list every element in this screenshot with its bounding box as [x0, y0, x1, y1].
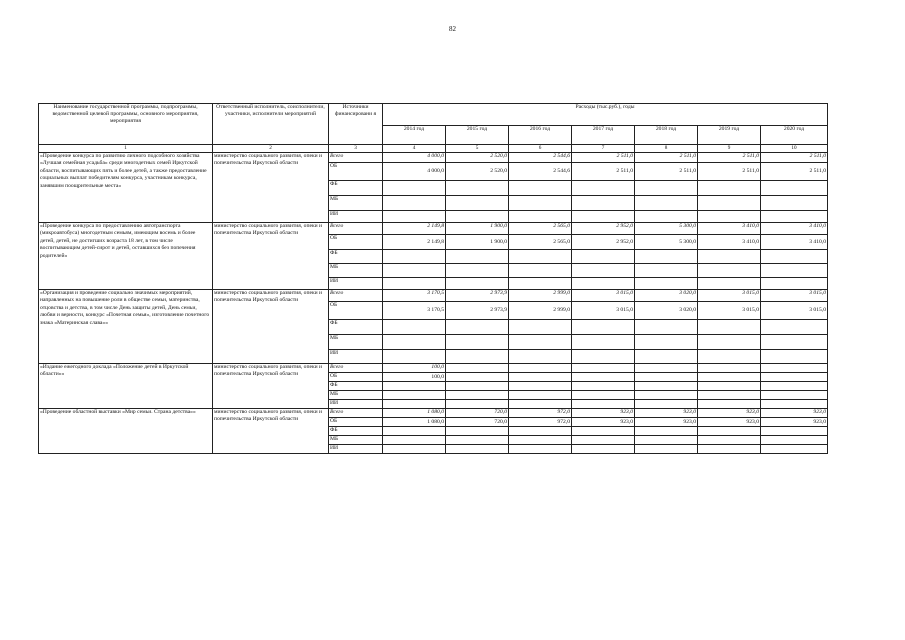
- amount-cell: 923,0: [698, 418, 761, 427]
- amount-cell: [446, 335, 509, 350]
- amount-cell: [383, 320, 446, 335]
- amount-cell: [698, 211, 761, 223]
- amount-cell: 3 170,5: [383, 290, 446, 302]
- amount-cell: 2 511,0: [635, 163, 698, 181]
- amount-cell: [635, 373, 698, 382]
- amount-cell: [572, 211, 635, 223]
- amount-cell: [509, 320, 572, 335]
- amount-cell: [761, 181, 828, 196]
- funding-source: ОБ: [329, 302, 383, 320]
- amount-cell: 3 015,0: [572, 302, 635, 320]
- header-name: Наименование государственной программы, подпрограммы, ведомственной целевой программы, основного мероприятия, мероприятия: [39, 104, 213, 145]
- amount-cell: 2 520,0: [446, 153, 509, 163]
- amount-cell: [446, 211, 509, 223]
- header-year: 2014 год: [383, 126, 446, 145]
- amount-cell: [761, 436, 828, 445]
- column-number: 2: [213, 145, 329, 153]
- funding-source: МБ: [329, 436, 383, 445]
- amount-cell: 100,0: [383, 373, 446, 382]
- funding-source: ФБ: [329, 320, 383, 335]
- funding-source: МБ: [329, 264, 383, 278]
- amount-cell: [509, 373, 572, 382]
- column-number: 9: [698, 145, 761, 153]
- amount-cell: [572, 373, 635, 382]
- header-year: 2017 год: [572, 126, 635, 145]
- amount-cell: 720,0: [446, 418, 509, 427]
- amount-cell: [572, 320, 635, 335]
- column-number: 5: [446, 145, 509, 153]
- amount-cell: 2 973,9: [446, 290, 509, 302]
- amount-cell: 2 544,6: [509, 163, 572, 181]
- amount-cell: [761, 382, 828, 391]
- amount-cell: [698, 181, 761, 196]
- amount-cell: [446, 320, 509, 335]
- funding-source: Всего: [329, 153, 383, 163]
- amount-cell: [761, 391, 828, 400]
- amount-cell: [446, 391, 509, 400]
- amount-cell: [761, 364, 828, 373]
- activity-executor: министерство социального развития, опеки и попечительства Иркутской области: [213, 153, 329, 223]
- amount-cell: [572, 400, 635, 409]
- amount-cell: [446, 264, 509, 278]
- funding-source: ИИ: [329, 400, 383, 409]
- amount-cell: [572, 196, 635, 211]
- amount-cell: 3 020,0: [635, 302, 698, 320]
- amount-cell: [383, 335, 446, 350]
- amount-cell: [572, 278, 635, 290]
- amount-cell: 2 511,0: [698, 153, 761, 163]
- amount-cell: [635, 264, 698, 278]
- activity-name: «Издание ежегодного доклада «Положение детей в Иркутской области»»: [39, 364, 213, 409]
- amount-cell: [698, 391, 761, 400]
- budget-table: [38, 103, 828, 454]
- amount-cell: 3 410,0: [761, 223, 828, 235]
- amount-cell: 2 999,0: [509, 290, 572, 302]
- funding-source: ИИ: [329, 211, 383, 223]
- amount-cell: [446, 427, 509, 436]
- header-expenses: Расходы (тыс.руб.), годы: [383, 104, 828, 126]
- amount-cell: 2 511,0: [572, 153, 635, 163]
- amount-cell: [572, 427, 635, 436]
- amount-cell: [635, 211, 698, 223]
- amount-cell: 2 999,0: [509, 302, 572, 320]
- activity-name: «Проведение областной выставки «Мир семьи. Страна детства»»: [39, 409, 213, 454]
- amount-cell: [383, 400, 446, 409]
- amount-cell: [383, 196, 446, 211]
- amount-cell: 2 565,0: [509, 223, 572, 235]
- amount-cell: [635, 250, 698, 264]
- amount-cell: 2 511,0: [635, 153, 698, 163]
- amount-cell: [509, 350, 572, 364]
- amount-cell: 3 015,0: [698, 302, 761, 320]
- activity-name: «Проведение конкурса по предоставлению автотранспорта (микроавтобуса) многодетным семьям, имеющим восемь и более детей, детей, не достигших возраста 18 лет, в том числе воспитывающим детей-сирот и детей, оставшихся без попечения родителей»: [39, 223, 213, 290]
- amount-cell: [635, 335, 698, 350]
- table-body: [39, 153, 828, 454]
- amount-cell: [761, 335, 828, 350]
- amount-cell: [635, 181, 698, 196]
- amount-cell: 3 015,0: [698, 290, 761, 302]
- amount-cell: [383, 181, 446, 196]
- activity-name: «Проведение конкурса по развитию личного подсобного хозяйства «Лучшая семейная усадьба» среди многодетных семей Иркутской области, воспитывающих пять и более детей, а также предоставление социальных выплат победителям конкурса, участникам конкурса, занявшим поощрительные места»: [39, 153, 213, 223]
- funding-source: Всего: [329, 223, 383, 235]
- amount-cell: [383, 350, 446, 364]
- amount-cell: 5 300,0: [635, 223, 698, 235]
- header-year: 2018 год: [635, 126, 698, 145]
- column-number: 3: [329, 145, 383, 153]
- header-year: 2020 год: [761, 126, 828, 145]
- funding-source: Всего: [329, 409, 383, 418]
- amount-cell: [635, 436, 698, 445]
- header-sources: Источники финансировани я: [329, 104, 383, 145]
- amount-cell: 3 015,0: [761, 302, 828, 320]
- amount-cell: 2 520,0: [446, 163, 509, 181]
- amount-cell: 1 900,0: [446, 235, 509, 250]
- amount-cell: [509, 391, 572, 400]
- funding-source: Всего: [329, 290, 383, 302]
- table-row: [39, 409, 828, 418]
- funding-source: МБ: [329, 335, 383, 350]
- amount-cell: [446, 400, 509, 409]
- page-number: 82: [449, 25, 456, 33]
- column-number: 4: [383, 145, 446, 153]
- amount-cell: [761, 427, 828, 436]
- amount-cell: [383, 264, 446, 278]
- table-row: [39, 223, 828, 235]
- amount-cell: [761, 250, 828, 264]
- amount-cell: [761, 264, 828, 278]
- amount-cell: [635, 400, 698, 409]
- amount-cell: [698, 427, 761, 436]
- amount-cell: [635, 445, 698, 454]
- amount-cell: [761, 211, 828, 223]
- funding-source: ИИ: [329, 278, 383, 290]
- amount-cell: [698, 373, 761, 382]
- amount-cell: 3 410,0: [698, 223, 761, 235]
- amount-cell: [383, 445, 446, 454]
- amount-cell: 923,0: [572, 418, 635, 427]
- amount-cell: 5 300,0: [635, 235, 698, 250]
- amount-cell: [446, 436, 509, 445]
- amount-cell: [698, 264, 761, 278]
- amount-cell: [698, 320, 761, 335]
- amount-cell: [698, 382, 761, 391]
- amount-cell: [635, 350, 698, 364]
- amount-cell: 2 952,0: [572, 235, 635, 250]
- amount-cell: [572, 181, 635, 196]
- amount-cell: 3 015,0: [572, 290, 635, 302]
- amount-cell: [509, 382, 572, 391]
- table-row: [39, 153, 828, 163]
- column-number: 8: [635, 145, 698, 153]
- amount-cell: 720,0: [446, 409, 509, 418]
- amount-cell: [761, 350, 828, 364]
- amount-cell: 1 080,0: [383, 418, 446, 427]
- amount-cell: [635, 320, 698, 335]
- amount-cell: [383, 391, 446, 400]
- amount-cell: [572, 364, 635, 373]
- amount-cell: [509, 181, 572, 196]
- amount-cell: 3 020,0: [635, 290, 698, 302]
- amount-cell: [635, 278, 698, 290]
- header-year: 2016 год: [509, 126, 572, 145]
- funding-source: ОБ: [329, 235, 383, 250]
- amount-cell: [446, 278, 509, 290]
- amount-cell: 923,0: [635, 409, 698, 418]
- funding-source: МБ: [329, 391, 383, 400]
- funding-source: ИИ: [329, 445, 383, 454]
- amount-cell: [446, 445, 509, 454]
- amount-cell: [383, 427, 446, 436]
- amount-cell: [383, 278, 446, 290]
- header-executor: Ответственный исполнитель, соисполнители, участники, исполнители мероприятий: [213, 104, 329, 145]
- column-number: 1: [39, 145, 213, 153]
- amount-cell: [698, 364, 761, 373]
- amount-cell: [572, 350, 635, 364]
- amount-cell: [383, 436, 446, 445]
- amount-cell: 2 973,9: [446, 302, 509, 320]
- amount-cell: [509, 436, 572, 445]
- amount-cell: [761, 373, 828, 382]
- activity-executor: министерство социального развития, опеки и попечительства Иркутской области: [213, 223, 329, 290]
- amount-cell: 4 000,0: [383, 163, 446, 181]
- activity-executor: министерство социального развития, опеки и попечительства Иркутской области: [213, 409, 329, 454]
- amount-cell: 2 511,0: [761, 163, 828, 181]
- amount-cell: [446, 382, 509, 391]
- funding-source: ФБ: [329, 382, 383, 391]
- funding-source: ФБ: [329, 181, 383, 196]
- amount-cell: [572, 250, 635, 264]
- amount-cell: 972,0: [509, 418, 572, 427]
- amount-cell: [761, 196, 828, 211]
- amount-cell: [698, 196, 761, 211]
- amount-cell: [635, 382, 698, 391]
- amount-cell: 2 511,0: [698, 163, 761, 181]
- amount-cell: 3 015,0: [761, 290, 828, 302]
- funding-source: ИИ: [329, 350, 383, 364]
- amount-cell: [446, 350, 509, 364]
- amount-cell: 4 000,0: [383, 153, 446, 163]
- funding-source: Всего: [329, 364, 383, 373]
- amount-cell: 923,0: [761, 409, 828, 418]
- funding-source: ФБ: [329, 250, 383, 264]
- funding-source: ОБ: [329, 373, 383, 382]
- amount-cell: [698, 335, 761, 350]
- amount-cell: 1 080,0: [383, 409, 446, 418]
- column-number: 10: [761, 145, 828, 153]
- column-number: 6: [509, 145, 572, 153]
- amount-cell: [509, 427, 572, 436]
- amount-cell: [698, 400, 761, 409]
- amount-cell: [509, 264, 572, 278]
- table-row: [39, 290, 828, 302]
- amount-cell: [509, 278, 572, 290]
- amount-cell: [635, 364, 698, 373]
- activity-executor: министерство социального развития, опеки и попечительства Иркутской области: [213, 364, 329, 409]
- amount-cell: [635, 196, 698, 211]
- header-year: 2015 год: [446, 126, 509, 145]
- amount-cell: 2 544,6: [509, 153, 572, 163]
- amount-cell: 2 149,8: [383, 223, 446, 235]
- amount-cell: 1 900,0: [446, 223, 509, 235]
- amount-cell: [761, 320, 828, 335]
- amount-cell: [572, 436, 635, 445]
- amount-cell: [446, 373, 509, 382]
- activity-executor: министерство социального развития, опеки и попечительства Иркутской области: [213, 290, 329, 364]
- amount-cell: [446, 364, 509, 373]
- amount-cell: [509, 250, 572, 264]
- amount-cell: [446, 250, 509, 264]
- amount-cell: 923,0: [635, 418, 698, 427]
- amount-cell: [761, 400, 828, 409]
- amount-cell: 923,0: [572, 409, 635, 418]
- amount-cell: [509, 445, 572, 454]
- amount-cell: [698, 445, 761, 454]
- amount-cell: 2 511,0: [572, 163, 635, 181]
- amount-cell: [698, 350, 761, 364]
- amount-cell: [572, 264, 635, 278]
- amount-cell: 972,0: [509, 409, 572, 418]
- amount-cell: [446, 181, 509, 196]
- amount-cell: [698, 278, 761, 290]
- amount-cell: [635, 427, 698, 436]
- amount-cell: [383, 382, 446, 391]
- funding-source: ОБ: [329, 163, 383, 181]
- amount-cell: [635, 391, 698, 400]
- amount-cell: 2 952,0: [572, 223, 635, 235]
- amount-cell: 2 511,0: [761, 153, 828, 163]
- table-row: [39, 364, 828, 373]
- amount-cell: 3 410,0: [761, 235, 828, 250]
- table-header: [39, 104, 828, 153]
- amount-cell: 923,0: [698, 409, 761, 418]
- amount-cell: 2 565,0: [509, 235, 572, 250]
- amount-cell: [446, 196, 509, 211]
- amount-cell: [383, 250, 446, 264]
- amount-cell: 923,0: [761, 418, 828, 427]
- amount-cell: [509, 364, 572, 373]
- funding-source: ОБ: [329, 418, 383, 427]
- activity-name: «Организация и проведение социально значимых мероприятий, направленных на повышение роли в обществе семьи, материнства, отцовства и детства, в том числе День защиты детей, День семьи, любви и верности, конкурс «Почетная семья», изготовление почетного знака «Материнская слава»»: [39, 290, 213, 364]
- amount-cell: 3 410,0: [698, 235, 761, 250]
- amount-cell: [761, 278, 828, 290]
- amount-cell: [509, 211, 572, 223]
- amount-cell: 2 149,8: [383, 235, 446, 250]
- header-year: 2019 год: [698, 126, 761, 145]
- amount-cell: 100,0: [383, 364, 446, 373]
- amount-cell: [761, 445, 828, 454]
- amount-cell: [509, 335, 572, 350]
- amount-cell: [572, 335, 635, 350]
- amount-cell: [572, 445, 635, 454]
- amount-cell: [698, 436, 761, 445]
- amount-cell: [572, 391, 635, 400]
- amount-cell: 3 170,5: [383, 302, 446, 320]
- funding-source: МБ: [329, 196, 383, 211]
- amount-cell: [698, 250, 761, 264]
- amount-cell: [383, 211, 446, 223]
- amount-cell: [509, 400, 572, 409]
- amount-cell: [509, 196, 572, 211]
- funding-source: ФБ: [329, 427, 383, 436]
- column-number: 7: [572, 145, 635, 153]
- amount-cell: [572, 382, 635, 391]
